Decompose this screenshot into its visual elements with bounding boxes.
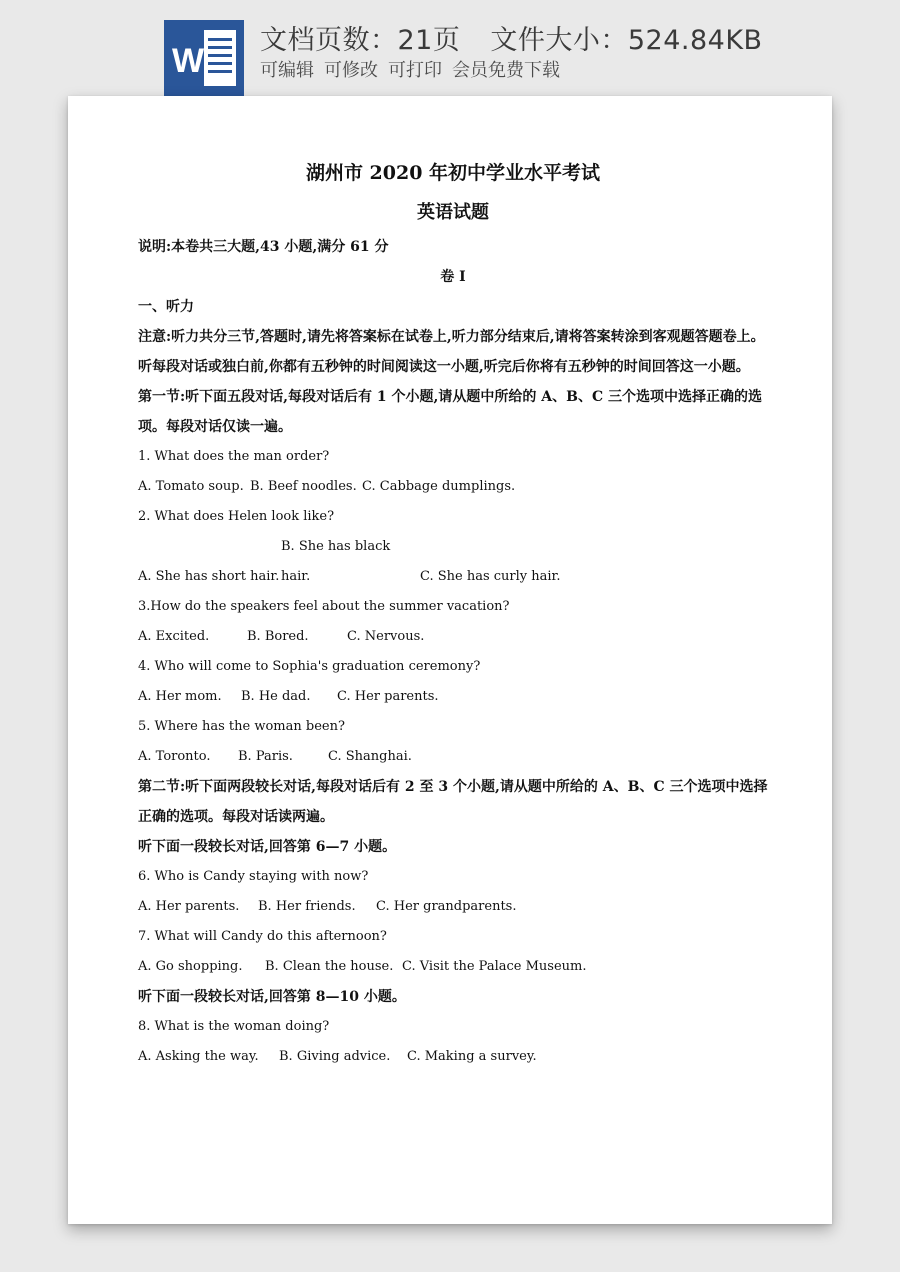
question-3: 3.How do the speakers feel about the summer vacation? bbox=[138, 599, 510, 614]
question-4-options bbox=[138, 682, 768, 712]
file-size: 文件大小：524.84KB bbox=[490, 25, 763, 56]
question-1-options bbox=[138, 472, 768, 502]
question-1: 1. What does the man order? bbox=[138, 449, 330, 464]
page-count: 文档页数：21页 bbox=[260, 25, 461, 56]
option-c: C. Visit the Palace Museum. bbox=[402, 959, 587, 974]
feature-list bbox=[260, 56, 570, 82]
option-b: B. He dad. bbox=[241, 689, 311, 704]
option-b: B. Her friends. bbox=[258, 899, 356, 914]
feature-member-download: 会员免费下载 bbox=[452, 60, 560, 81]
option-b: B. Paris. bbox=[238, 749, 293, 764]
document-page bbox=[68, 96, 832, 1224]
feature-editable: 可编辑 bbox=[260, 60, 314, 81]
question-5: 5. Where has the woman been? bbox=[138, 719, 345, 734]
dialog-1-heading: 听下面一段较长对话,回答第 6—7 小题。 bbox=[138, 839, 397, 855]
exam-subtitle: 英语试题 bbox=[417, 202, 489, 223]
part2-instructions: 第二节:听下面两段较长对话,每段对话后有 2 至 3 个小题,请从题中所给的 A、B、C 三个选项中选择正确的选项。每段对话读两遍。 bbox=[138, 779, 768, 825]
question-6-options bbox=[138, 892, 768, 922]
option-b: B. Clean the house. bbox=[265, 959, 394, 974]
file-stats bbox=[260, 18, 763, 57]
dialog-2-heading: 听下面一段较长对话,回答第 8—10 小题。 bbox=[138, 989, 406, 1005]
option-a: A. Her mom. bbox=[138, 689, 222, 704]
option-a: A. She has short hair. bbox=[138, 569, 280, 584]
feature-modifiable: 可修改 bbox=[324, 60, 378, 81]
section-listening-heading: 一、听力 bbox=[138, 299, 194, 315]
option-b: B. She has black hair. bbox=[281, 539, 391, 584]
option-a: A. Excited. bbox=[138, 629, 210, 644]
option-a: A. Tomato soup. bbox=[138, 479, 244, 494]
word-icon-letter: W bbox=[172, 42, 205, 80]
option-c: C. Shanghai. bbox=[328, 749, 412, 764]
question-6: 6. Who is Candy staying with now? bbox=[138, 869, 369, 884]
option-c: C. Her grandparents. bbox=[376, 899, 517, 914]
option-a: A. Asking the way. bbox=[138, 1049, 259, 1064]
option-a: A. Go shopping. bbox=[138, 959, 243, 974]
document-info-banner bbox=[0, 0, 900, 100]
question-7-options bbox=[138, 952, 768, 982]
option-c: C. Cabbage dumplings. bbox=[362, 479, 516, 494]
part1-instructions: 第一节:听下面五段对话,每段对话后有 1 个小题,请从题中所给的 A、B、C 三个选项中选择正确的选项。每段对话仅读一遍。 bbox=[138, 389, 762, 435]
question-2: 2. What does Helen look like? bbox=[138, 509, 335, 524]
option-c: C. She has curly hair. bbox=[420, 569, 561, 584]
option-b: B. Bored. bbox=[247, 629, 309, 644]
word-doc-icon bbox=[164, 20, 244, 96]
question-8: 8. What is the woman doing? bbox=[138, 1019, 330, 1034]
question-3-options bbox=[138, 622, 768, 652]
question-7: 7. What will Candy do this afternoon? bbox=[138, 929, 387, 944]
option-c: C. Nervous. bbox=[347, 629, 425, 644]
question-8-options bbox=[138, 1042, 768, 1072]
question-2-options bbox=[138, 532, 768, 592]
page-content bbox=[138, 158, 768, 1072]
volume-label: 卷 I bbox=[440, 269, 466, 285]
question-5-options bbox=[138, 742, 768, 772]
option-b: B. Giving advice. bbox=[279, 1049, 391, 1064]
option-a: A. Her parents. bbox=[138, 899, 240, 914]
feature-printable: 可打印 bbox=[388, 60, 442, 81]
option-b: B. Beef noodles. bbox=[250, 479, 357, 494]
exam-title: 湖州市 2020 年初中学业水平考试 bbox=[305, 162, 601, 184]
listening-notice: 注意:听力共分三节,答题时,请先将答案标在试卷上,听力部分结束后,请将答案转涂到客观题答题卷上。听每段对话或独白前,你都有五秒钟的时间阅读这一小题,听完后你将有五秒钟的时间回答这一小题。 bbox=[138, 329, 765, 375]
option-c: C. Her parents. bbox=[337, 689, 439, 704]
exam-intro: 说明:本卷共三大题,43 小题,满分 61 分 bbox=[138, 239, 389, 255]
option-c: C. Making a survey. bbox=[407, 1049, 537, 1064]
question-4: 4. Who will come to Sophia's graduation ceremony? bbox=[138, 659, 481, 674]
option-a: A. Toronto. bbox=[138, 749, 211, 764]
